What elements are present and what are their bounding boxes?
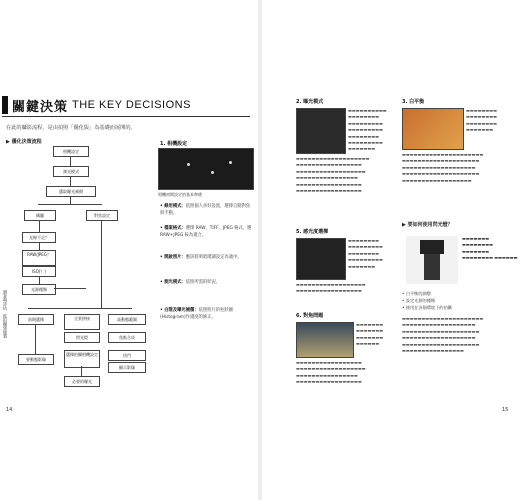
flow-node: 顯示影像 xyxy=(108,362,146,373)
flow-node: 光源種類 xyxy=(22,284,56,295)
section-5-title: 5. 感光度選擇 xyxy=(296,229,329,235)
flow-node: ISO(？) xyxy=(22,266,56,277)
flow-node: 前期選擇 xyxy=(18,314,54,325)
camera-body-photo xyxy=(296,108,346,154)
section-2-text: ▬▬▬▬▬▬▬▬▬▬ ▬▬▬▬▬▬▬▬ ▬▬▬▬▬▬▬▬▬ ▬▬▬▬▬▬▬▬▬ ▬▬▬▬▬▬▬▬ ▬▬▬▬▬▬▬▬▬ ▬▬▬▬▬▬▬ xyxy=(348,108,387,152)
flow-connector xyxy=(101,220,102,308)
right-page xyxy=(262,0,520,500)
flow-connector xyxy=(70,196,71,204)
section-6-title: 6. 對焦問題 xyxy=(296,313,324,319)
flow-connector xyxy=(70,156,71,166)
control-dial xyxy=(187,163,190,166)
flow-node: 快門 xyxy=(108,350,146,361)
flow-connector xyxy=(81,366,82,376)
list-item: • 白平衡的調整 xyxy=(402,291,431,296)
header-rule xyxy=(2,116,250,117)
decision-flowchart xyxy=(8,146,153,391)
intro-text: 在此的攝影流程，是由拍照「優化版」為基礎而展開的。 xyxy=(6,125,136,131)
flow-node: 選擇拍攝相機設定 xyxy=(64,350,100,368)
header-bar xyxy=(2,96,8,114)
setting-bullet: • 測光模式：依照所需的狀況。 xyxy=(160,280,221,285)
section-5-text: ▬▬▬▬▬▬▬▬ ▬▬▬▬▬▬▬▬▬ ▬▬▬▬▬▬▬▬ ▬▬▬▬▬▬▬▬▬ ▬▬▬▬▬▬▬ xyxy=(348,238,383,269)
flow-node: 測光模式 xyxy=(53,166,89,177)
section-6-body: ▬▬▬▬▬▬▬▬▬▬▬▬▬▬▬▬▬ ▬▬▬▬▬▬▬▬▬▬▬▬▬▬▬▬▬▬ ▬▬▬▬▬▬▬▬▬▬▬▬▬▬▬▬ ▬▬▬▬▬▬▬▬▬▬▬▬▬▬▬▬▬ xyxy=(296,360,366,385)
section-3-body: ▬▬▬▬▬▬▬▬▬▬▬▬▬▬▬▬▬▬▬▬▬ ▬▬▬▬▬▬▬▬▬▬▬▬▬▬▬▬▬▬▬▬ ▬▬▬▬▬▬▬▬▬▬▬▬▬▬▬▬▬▬▬ ▬▬▬▬▬▬▬▬▬▬▬▬▬▬▬▬▬▬▬▬ ▬▬▬▬▬▬▬▬▬▬▬▬▬▬▬▬▬▬ xyxy=(402,152,484,183)
flow-connector xyxy=(70,176,71,186)
flow-node: 全景拼接 xyxy=(64,314,100,330)
flow-node: 要動態影像 xyxy=(18,354,54,365)
section-2-title: 2. 曝光模式 xyxy=(296,99,324,105)
white-balance-list xyxy=(402,290,518,311)
setting-bullet: • 開啟照片：應該將明暗階調設定為適中。 xyxy=(160,255,242,260)
list-item: • 使用在各個環境下的拍攝 xyxy=(402,305,452,310)
camera-top-photo xyxy=(158,148,254,190)
setting-bullet: • 檔案格式：選擇 RAW，TIFF，JPEG 格式。選 RAW+JPEG 較為適合。 xyxy=(160,226,252,238)
flow-node: 對焦設定 xyxy=(86,210,118,221)
section-5-body: ▬▬▬▬▬▬▬▬▬▬▬▬▬▬▬▬▬▬ ▬▬▬▬▬▬▬▬▬▬▬▬▬▬▬▬▬ xyxy=(296,282,366,294)
flow-node: 必要的曝光 xyxy=(64,376,100,387)
list-item: • 設定光源的種類 xyxy=(402,298,436,303)
flow-node: 高動態範圍 xyxy=(108,314,146,325)
tip-title: ▶ 要如何使用閃光燈？ xyxy=(402,222,453,228)
flow-node: RAW/JPEG？ xyxy=(22,250,56,266)
chapter-title-zh: 關鍵決策 xyxy=(12,100,69,115)
photo-caption: 相機初期設定的基本準備 xyxy=(158,192,202,197)
section-6-text: ▬▬▬▬▬▬▬ ▬▬▬▬▬▬▬ ▬▬▬▬▬▬▬ ▬▬▬▬▬▬ xyxy=(356,322,384,347)
section-3-closing: ▬▬▬▬▬▬▬▬▬▬▬▬▬▬▬▬▬▬▬▬▬ ▬▬▬▬▬▬▬▬▬▬▬▬▬▬▬▬▬▬▬ ▬▬▬▬▬▬▬▬▬▬▬▬▬▬▬▬▬▬▬▬ ▬▬▬▬▬▬▬▬▬▬▬▬▬▬▬▬▬▬▬ ▬▬▬▬▬▬▬▬▬▬▬▬▬▬▬▬▬▬▬▬ ▬▬▬▬▬▬▬▬▬▬▬▬▬▬▬▬ xyxy=(402,316,484,354)
monk-photo xyxy=(402,108,464,150)
landscape-photo xyxy=(296,322,354,358)
flow-connector xyxy=(39,220,40,232)
flow-vertical-label: 調查與評估．從拍攝到後製 xyxy=(3,290,8,338)
section-2-body: ▬▬▬▬▬▬▬▬▬▬▬▬▬▬▬▬▬▬▬ ▬▬▬▬▬▬▬▬▬▬▬▬▬▬▬▬▬ ▬▬▬▬▬▬▬▬▬▬▬▬▬▬▬▬▬▬ ▬▬▬▬▬▬▬▬▬▬▬▬▬▬▬▬ ▬▬▬▬▬▬▬▬▬▬▬▬▬▬▬▬▬ ▬▬▬▬▬▬▬▬▬▬▬▬▬▬▬▬▬ xyxy=(296,156,370,194)
flow-title: ▶ 優化決策流程 xyxy=(6,139,42,145)
flow-connector xyxy=(38,204,102,205)
section-1-title: 1. 相機設定 xyxy=(160,141,188,147)
page-number-right: 15 xyxy=(502,407,509,413)
chapter-header xyxy=(2,96,250,118)
flow-connector xyxy=(35,324,36,354)
flow-node: 相機設定 xyxy=(53,146,89,157)
flow-node: 選取曝光補償 xyxy=(46,186,96,197)
flash-unit-photo xyxy=(406,236,458,284)
section-3-title: 3. 白平衡 xyxy=(402,99,425,105)
viewfinder-photo xyxy=(296,238,346,280)
control-dial xyxy=(211,171,214,174)
flash-body xyxy=(424,254,440,280)
left-page xyxy=(0,0,258,500)
flow-connector xyxy=(39,242,40,250)
flow-node: 閃光燈 xyxy=(64,332,100,343)
page-number-left: 14 xyxy=(6,407,13,413)
flow-node: 光線不足？ xyxy=(22,232,56,243)
flash-head xyxy=(420,240,444,254)
setting-bullet: • 白階及曝光補償：依照照片的柱狀圖(Histogram)作適度的修正。 xyxy=(160,308,233,320)
setting-bullet: • 錄用模式：依照個人喜好設置，選擇自動對焦與手動。 xyxy=(160,204,251,216)
section-3-text: ▬▬▬▬▬▬▬▬ ▬▬▬▬▬▬▬▬ ▬▬▬▬▬▬▬▬ ▬▬▬▬▬▬▬ xyxy=(466,108,497,133)
chapter-title-en: THE KEY DECISIONS xyxy=(72,99,191,111)
tip-text: ▬▬▬▬▬▬▬ ▬▬▬▬▬▬▬▬ ▬▬▬▬▬▬▬ ▬▬▬▬▬▬▬▬ ▬▬▬▬▬▬ xyxy=(462,236,518,261)
flow-connector xyxy=(28,308,132,309)
flow-connector xyxy=(54,288,86,289)
flow-connector xyxy=(39,276,40,284)
flow-node: 構圖 xyxy=(24,210,56,221)
control-dial xyxy=(229,161,232,164)
flow-node: 焦點合成 xyxy=(108,332,146,343)
